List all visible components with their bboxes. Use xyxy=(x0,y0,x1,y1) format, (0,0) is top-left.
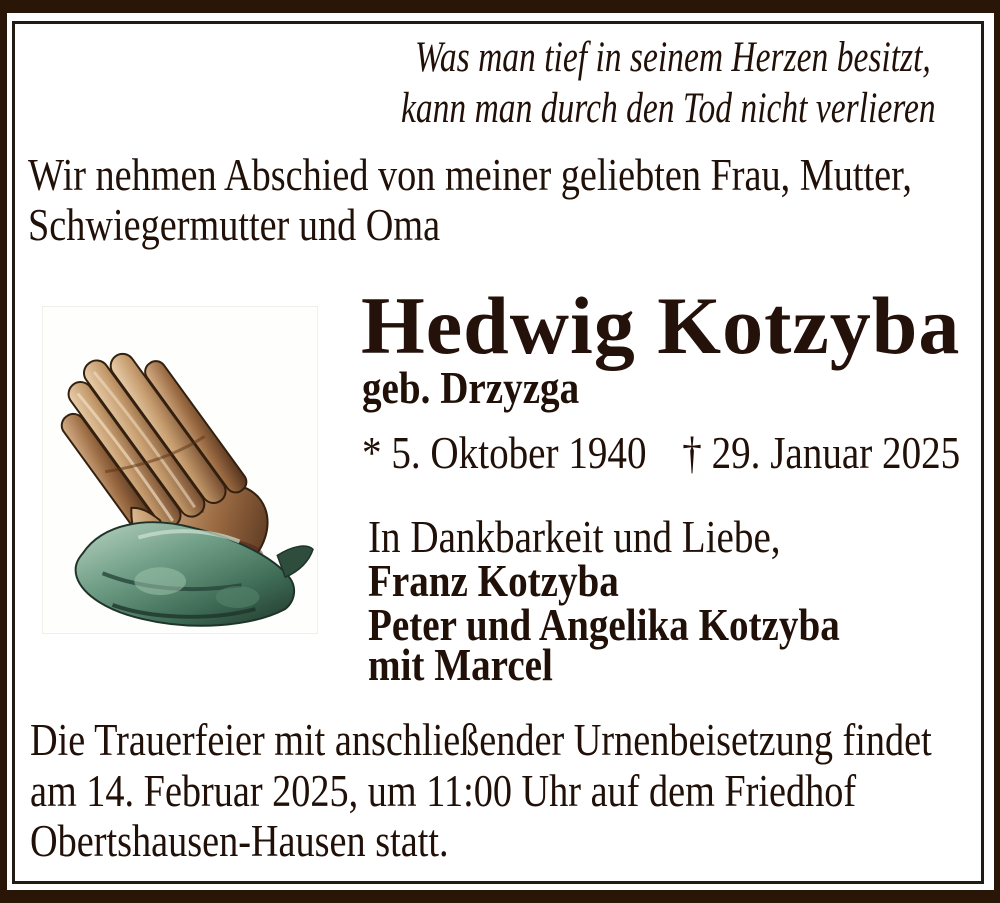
funeral-info-line-3: Obertshausen-Hausen statt. xyxy=(30,816,449,866)
death-symbol: † xyxy=(682,427,702,478)
memorial-quote-line-2: kann man durch den Tod nicht verlieren xyxy=(401,85,936,132)
mourner-name-2: Peter und Angelika Kotzyba xyxy=(368,599,840,650)
maiden-name: geb. Drzyzga xyxy=(362,362,580,413)
birth-date: 5. Oktober 1940 xyxy=(391,427,647,478)
mourner-name-3: mit Marcel xyxy=(368,639,553,690)
deceased-name: Hedwig Kotzyba xyxy=(361,280,961,371)
funeral-info-line-2: am 14. Februar 2025, um 11:00 Uhr auf dem Friedhof xyxy=(30,766,857,816)
intro-text-line-1: Wir nehmen Abschied von meiner geliebten Frau, Mutter, xyxy=(28,150,912,200)
birth-symbol: * xyxy=(362,427,382,478)
memorial-quote-line-1: Was man tief in seinem Herzen besitzt, xyxy=(415,34,931,81)
condolence-intro: In Dankbarkeit und Liebe, xyxy=(368,511,781,562)
funeral-info-line-1: Die Trauerfeier mit anschließender Urnenbeisetzung findet xyxy=(30,715,932,765)
death-date: 29. Januar 2025 xyxy=(711,427,961,478)
mourner-name-1: Franz Kotzyba xyxy=(368,555,619,606)
life-dates xyxy=(362,427,1000,478)
praying-hands-image xyxy=(42,306,318,634)
praying-hands-icon xyxy=(43,307,317,633)
intro-text-line-2: Schwiegermutter und Oma xyxy=(28,200,441,250)
